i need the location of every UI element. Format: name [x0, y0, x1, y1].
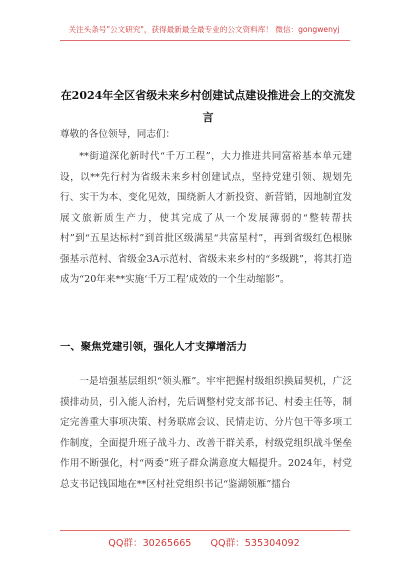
footer-divider [60, 530, 350, 531]
paragraph-intro: **街道深化新时代“千万工程”，大力推进共同富裕基本单元建设，以**先行村为省级未来乡村创建试点，坚持党建引领、规划先行、实干为本、变化见效，围绕新人才新投资、新营销，因地制宜发展文旅新质生产力，使其完成了从一个发展薄弱的“整转帮扶村”到“五星达标村”到首批区级满星“共富星村”，再到省级红色根脉强基示范村、省级金3A示范村、省级未来乡村的“多级跳”，将其打造成为“20年来**实施‘千万工程’成效的一个生动缩影”。 [60, 151, 352, 285]
section-heading: 一、聚焦党建引领，强化人才支撑增活力 [60, 341, 248, 353]
footer [0, 535, 408, 549]
header-banner: 关注头条号"公文研究"，获得最新最全最专业的公文资料库！ 微信：gongwenyj [68, 25, 340, 34]
header-divider [60, 40, 350, 41]
footer-qq-group-1: QQ群：30265665 [108, 538, 192, 549]
document-title: 在2024年全区省级未来乡村创建试点建设推进会上的交流发言 [60, 89, 356, 124]
footer-qq-group-2: QQ群：535304092 [210, 538, 300, 549]
paragraph-body: 一是培强基层组织“领头雁”。牢牢把握村级组织换届契机，广泛摸排动员，引入能人治村，先后调整村党支部书记、村委主任等，制定完善重大事项决策、村务联席会议、民情走访、分片包干等多项工作制度，全面提升班子战斗力、改善干群关系，村级党组织战斗堡垒作用不断强化，村“两委”班子群众满意度大幅提升。2024年，村党总支书记钱国地在**区村社党组织书记“鉴湖领雁”擂台 [60, 376, 352, 490]
salutation: 尊敬的各位领导，同志们： [60, 129, 176, 140]
